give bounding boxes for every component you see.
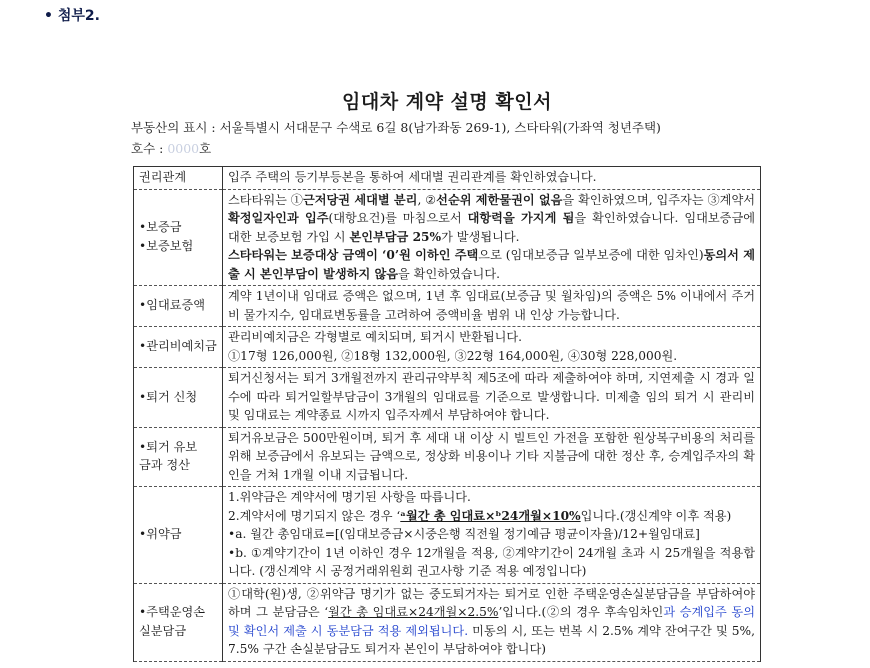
document-title: 임대차 계약 설명 확인서 <box>342 91 552 113</box>
unit-number <box>131 139 211 157</box>
table-row <box>134 583 761 661</box>
row-label: •보증금 •보증보험 <box>134 189 223 286</box>
row-label: •관리비예치금 <box>134 327 223 368</box>
explanation-table <box>133 166 761 662</box>
row-content: 퇴거신청서는 퇴거 3개월전까지 관리규약부칙 제5조에 따라 제출하여야 하며, 지연제출 시 경과 일수에 따라 퇴거일할부담금이 3개월의 임대료를 기준으로 발생합니다. 미제출 임의 퇴거 시 관리비 및 임대료는 계약종료 시까지 입주자께서 부담하여야 합니다. <box>223 368 761 428</box>
table-row <box>134 487 761 584</box>
table-row <box>134 368 761 428</box>
row-content: 스타타워는 ①근저당권 세대별 분리, ②선순위 제한물권이 없음을 확인하였으며, 입주자는 ③계약서 확정일자인과 입주(대항요건)를 마침으로서 대항력을 가지게 됨을 확인하였습니다. 임대보증금에 대한 보증보험 가입 시 본인부담금 25%가 발생됩니다. 스타타워는 보증대상 금액이 ‘0’원 이하인 주택으로 (임대보증금 일부보증에 대한 임차인)동의서 제출 시 본인부담이 발생하지 않음을 확인하였습니다. <box>223 189 761 286</box>
unit-value: 0000 <box>167 141 200 156</box>
row-content: ①대학(원)생, ②위약금 명기가 없는 중도퇴거자는 퇴거로 인한 주택운영손실분담금을 부담하여야 하며 그 분담금은 ‘월간 총 임대료×24개월×2.5%’입니다.(②의 경우 후속임차인과 승계입주 동의 및 확인서 제출 시 동분담금 적용 제외됩니다. 미동의 시, 또는 번복 시 2.5% 계약 잔여구간 및 5%, 7.5% 구간 손실분담금도 퇴거자 본인이 부담하여야 합니다) <box>223 583 761 661</box>
row-label: •퇴거 신청 <box>134 368 223 428</box>
row-label: •퇴거 유보 금과 정산 <box>134 427 223 487</box>
table-row <box>134 189 761 286</box>
row-label: •임대료증액 <box>134 286 223 327</box>
row-label: •주택운영손 실분담금 <box>134 583 223 661</box>
row-content: 계약 1년이내 임대료 증액은 없으며, 1년 후 임대료(보증금 및 월차임)의 증액은 5% 이내에서 주거비 물가지수, 임대료변동률을 고려하여 증액비율 범위 내 인상 가능합니다. <box>223 286 761 327</box>
row-content: 1.위약금은 계약서에 명기된 사항을 따릅니다. 2.계약서에 명기되지 않은 경우 ‘ᵃ월간 총 임대료×ᵇ24개월×10%입니다.(갱신계약 이후 적용) •a. 월간 총임대료=[(임대보증금×시중은행 직전월 정기예금 평균이자율)/12+월임대료] •b. ①계약기간이 1년 이하인 경우 12개월을 적용, ②계약기간이 24개월 초과 시 25개월을 적용합니다. (갱신계약 시 공정거래위원회 권고사항 기준 적용 예정입니다) <box>223 487 761 584</box>
attachment-label: • 첨부2. <box>44 8 100 24</box>
row-content: 입주 주택의 등기부등본을 통하여 세대별 권리관계를 확인하였습니다. <box>223 167 761 190</box>
row-label: 권리관계 <box>134 167 223 190</box>
table-row <box>134 286 761 327</box>
row-label: •위약금 <box>134 487 223 584</box>
table-row <box>134 327 761 368</box>
table-row <box>134 427 761 487</box>
property-address: 부동산의 표시 : 서울특별시 서대문구 수색로 6길 8(남가좌동 269-1), 스타타워(가좌역 청년주택) <box>131 120 661 135</box>
unit-prefix: 호수 : <box>131 141 168 156</box>
unit-suffix: 호 <box>199 141 212 156</box>
row-content: 관리비예치금은 각형별로 예치되며, 퇴거시 반환됩니다. ①17형 126,000원, ②18형 132,000원, ③22형 164,000원, ④30형 228,000원. <box>223 327 761 368</box>
table-row <box>134 167 761 190</box>
row-content: 퇴거유보금은 500만원이며, 퇴거 후 세대 내 이상 시 빌트인 가전을 포함한 원상복구비용의 처리를 위해 보증금에서 유보되는 금액으로, 정상화 비용이나 기타 지불금에 대한 정산 후, 승계입주자의 확인을 거쳐 1개월 이내 지급됩니다. <box>223 427 761 487</box>
